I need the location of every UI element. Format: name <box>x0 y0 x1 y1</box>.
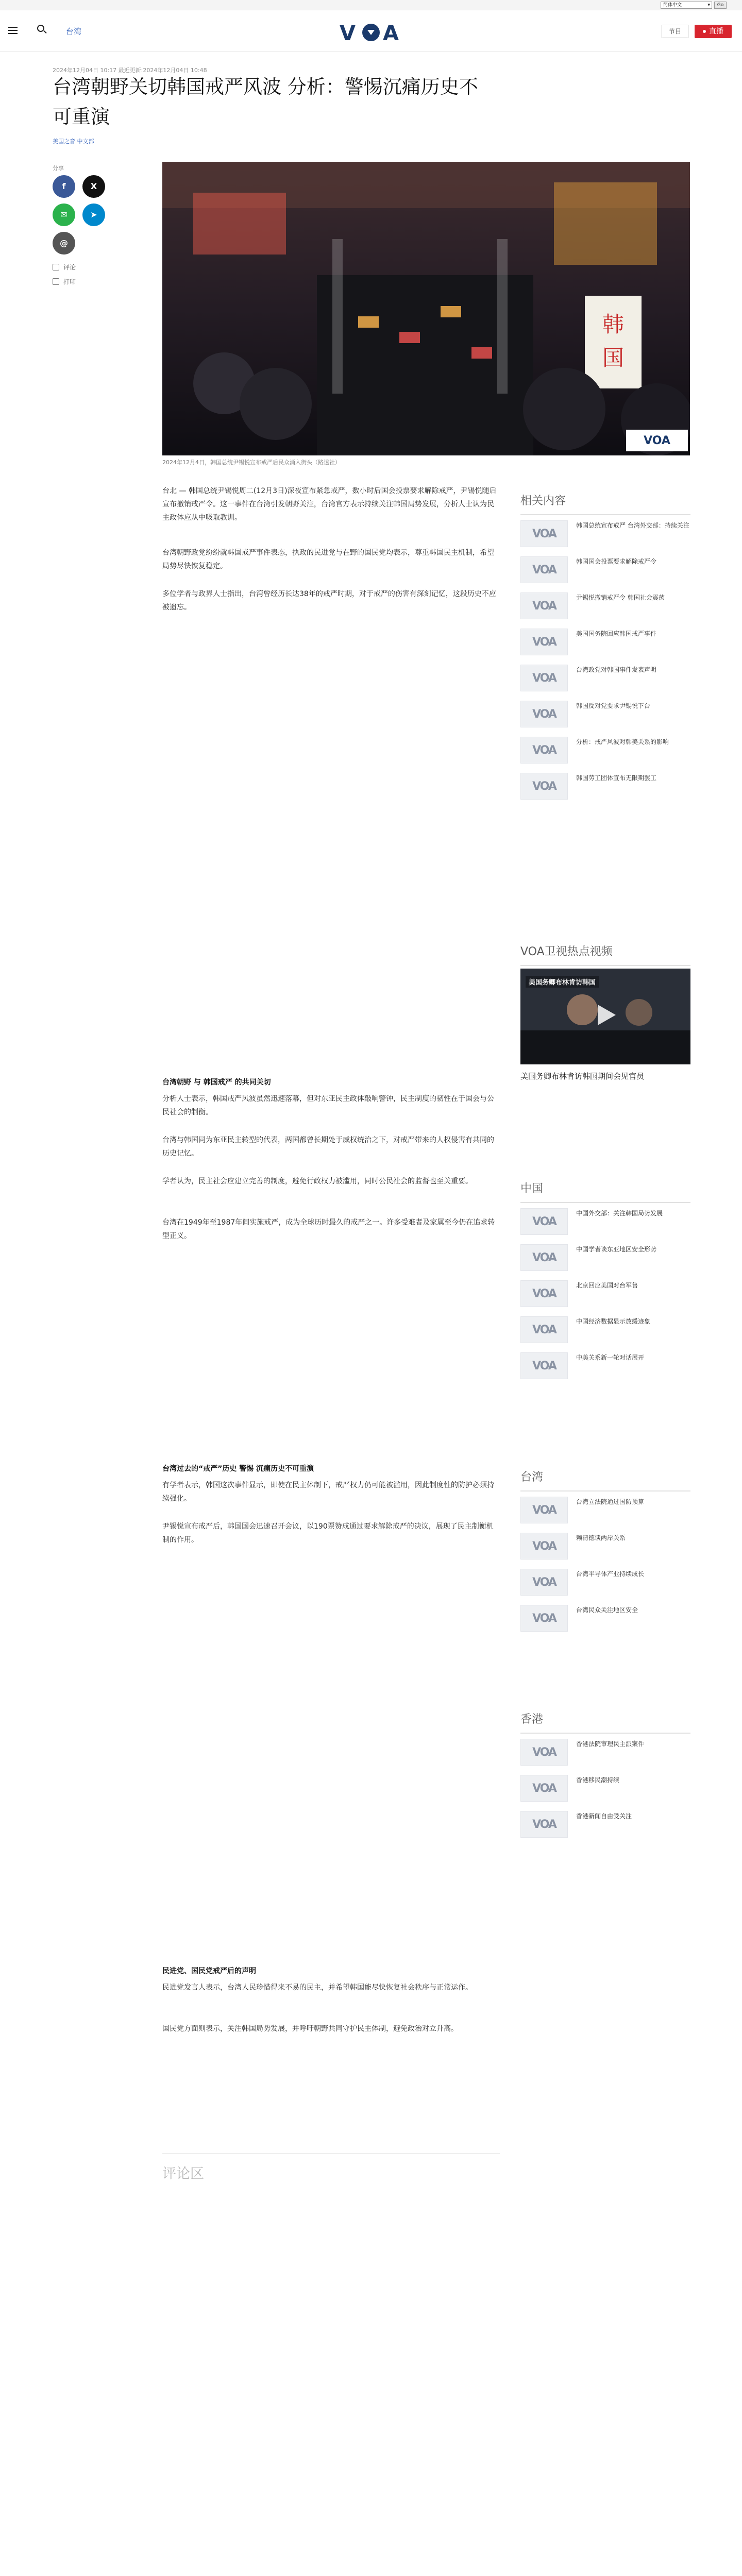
article-author[interactable]: 美国之音 中文部 <box>53 138 94 145</box>
thumbnail-icon: VOA <box>520 701 568 727</box>
video-section-title: VOA卫视热点视频 <box>520 943 690 966</box>
x-icon[interactable]: X <box>82 175 105 198</box>
sub-paragraph-8: 国民党方面则表示，关注韩国局势发展，并呼吁朝野共同守护民主体制，避免政治对立升高。 <box>162 2025 458 2033</box>
related-item[interactable]: VOA 尹锡悦撤销戒严令 韩国社会震荡 <box>520 592 690 622</box>
thumbnail-icon: VOA <box>520 556 568 583</box>
hk-item[interactable]: VOA 香港法院审理民主派案件 <box>520 1739 690 1769</box>
related-item[interactable]: VOA 韩国总统宣布戒严 台湾外交部：持续关注 <box>520 520 690 550</box>
svg-text:V: V <box>340 22 356 45</box>
subhead-3: 民进党、国民党戒严后的声明 <box>162 1967 256 1975</box>
menu-icon[interactable] <box>8 27 18 34</box>
related-item[interactable]: VOA 韩国国会投票要求解除戒严令 <box>520 556 690 586</box>
paragraph-2: 台湾朝野政党纷纷就韩国戒严事件表态，执政的民进党与在野的国民党均表示，尊重韩国民主机制，希望局势尽快恢复稳定。 <box>162 549 494 570</box>
comment-icon <box>53 264 59 270</box>
china-item[interactable]: VOA 中国学者谈东亚地区安全形势 <box>520 1244 690 1274</box>
print-icon <box>53 278 59 285</box>
thumbnail-icon: VOA <box>520 592 568 619</box>
paragraph-1: 台北 — 韩国总统尹锡悦周二(12月3日)深夜宣布紧急戒严，数小时后国会投票要求解除戒严，尹锡悦随后宣布撤销戒严令。这一事件在台湾引发朝野关注，台湾官方表示持续关注韩国局势发展，分析人士认为民主政体应从中吸取教训。 <box>162 487 497 522</box>
print-link[interactable]: 打印 <box>53 277 76 286</box>
china-item[interactable]: VOA 北京回应美国对台军售 <box>520 1280 690 1310</box>
sub-paragraph-3: 学者认为，民主社会应建立完善的制度，避免行政权力被滥用，同时公民社会的监督也至关重要。 <box>162 1177 473 1185</box>
related-item[interactable]: VOA 韩国反对党要求尹锡悦下台 <box>520 701 690 731</box>
related-item[interactable]: VOA 分析：戒严风波对韩美关系的影响 <box>520 737 690 767</box>
related-item[interactable]: VOA 韩国劳工团体宣布无限期罢工 <box>520 773 690 803</box>
wechat-icon[interactable]: ✉ <box>53 204 75 226</box>
taiwan-item[interactable]: VOA 台湾半导体产业持续成长 <box>520 1569 690 1599</box>
thumbnail-icon: VOA <box>520 737 568 764</box>
sub-paragraph-4: 台湾在1949年至1987年间实施戒严，成为全球历时最久的戒严之一。许多受难者及家属至今仍在追求转型正义。 <box>162 1218 495 1240</box>
svg-text:VOA: VOA <box>644 434 670 447</box>
top-utility-bar <box>0 0 742 10</box>
video-overlay-text: 美国务卿布林肯访韩国 <box>526 976 599 988</box>
thumbnail-icon: VOA <box>520 773 568 800</box>
share-label: 分享 <box>53 165 64 172</box>
related-item[interactable]: VOA 美国国务院回应韩国戒严事件 <box>520 629 690 658</box>
hk-title[interactable]: 香港 <box>520 1710 690 1734</box>
section-link[interactable]: 台湾 <box>66 27 82 36</box>
thumbnail-icon: VOA <box>520 1569 568 1596</box>
paragraph-3: 多位学者与政界人士指出，台湾曾经历长达38年的戒严时期，对于戒严的伤害有深刻记忆，这段历史不应被遗忘。 <box>162 590 496 612</box>
svg-text:A: A <box>383 22 399 45</box>
taiwan-item[interactable]: VOA 赖清德谈两岸关系 <box>520 1533 690 1563</box>
language-select[interactable]: 简体中文 ▾ <box>661 2 712 9</box>
tv-tab[interactable]: 节目 <box>662 25 688 38</box>
related-title: 相关内容 <box>520 492 690 515</box>
hk-item[interactable]: VOA 香港新闻自由受关注 <box>520 1811 690 1841</box>
video-player[interactable] <box>520 969 690 1064</box>
china-item[interactable]: VOA 中国外交部：关注韩国局势发展 <box>520 1208 690 1238</box>
hero-photo <box>162 162 690 455</box>
live-button[interactable]: 直播 <box>695 25 732 38</box>
thumbnail-icon: VOA <box>520 1605 568 1632</box>
language-go-button[interactable]: Go <box>714 2 727 9</box>
taiwan-item[interactable]: VOA 台湾立法院通过国防预算 <box>520 1497 690 1527</box>
search-icon[interactable] <box>37 25 44 32</box>
email-icon[interactable]: @ <box>53 232 75 255</box>
thumbnail-icon: VOA <box>520 1497 568 1523</box>
voa-logo[interactable] <box>338 20 404 45</box>
thumbnail-icon: VOA <box>520 1280 568 1307</box>
thumbnail-icon: VOA <box>520 629 568 655</box>
china-item[interactable]: VOA 中美关系新一轮对话展开 <box>520 1352 690 1382</box>
facebook-icon[interactable]: f <box>53 175 75 198</box>
comments-section[interactable]: 评论区 <box>162 2154 500 2183</box>
thumbnail-icon: VOA <box>520 1739 568 1766</box>
video-caption[interactable]: 美国务卿布林肯访韩国期间会见官员 <box>520 1072 645 1081</box>
sub-paragraph-1: 分析人士表示，韩国戒严风波虽然迅速落幕，但对东亚民主政体敲响警钟，民主制度的韧性在于国会与公民社会的制衡。 <box>162 1095 494 1116</box>
thumbnail-icon: VOA <box>520 1244 568 1271</box>
svg-text:韩: 韩 <box>602 312 625 337</box>
site-header <box>0 10 742 52</box>
thumbnail-icon: VOA <box>520 1352 568 1379</box>
china-item[interactable]: VOA 中国经济数据显示放缓迹象 <box>520 1316 690 1346</box>
thumbnail-icon: VOA <box>520 1811 568 1838</box>
sub-paragraph-2: 台湾与韩国同为东亚民主转型的代表，两国都曾长期处于威权统治之下，对戒严带来的人权侵害有共同的历史记忆。 <box>162 1136 494 1158</box>
street-scene-image <box>162 162 690 455</box>
svg-text:国: 国 <box>602 345 625 370</box>
hk-item[interactable]: VOA 香港移民潮持续 <box>520 1775 690 1805</box>
telegram-icon[interactable]: ➤ <box>82 204 105 226</box>
thumbnail-icon: VOA <box>520 1316 568 1343</box>
taiwan-title[interactable]: 台湾 <box>520 1468 690 1492</box>
taiwan-item[interactable]: VOA 台湾民众关注地区安全 <box>520 1605 690 1635</box>
thumbnail-icon: VOA <box>520 665 568 691</box>
sub-paragraph-6: 尹锡悦宣布戒严后，韩国国会迅速召开会议，以190票赞成通过要求解除戒严的决议，展现了民主制衡机制的作用。 <box>162 1522 494 1544</box>
sub-paragraph-7: 民进党发言人表示，台湾人民珍惜得来不易的民主，并希望韩国能尽快恢复社会秩序与正常运作。 <box>162 1984 473 1992</box>
comments-link[interactable]: 评论 <box>53 263 76 272</box>
subhead-2: 台湾过去的“戒严”历史 警惕 沉痛历史不可重演 <box>162 1465 314 1473</box>
thumbnail-icon: VOA <box>520 520 568 547</box>
sub-paragraph-5: 有学者表示，韩国这次事件显示，即使在民主体制下，戒严权力仍可能被滥用，因此制度性的防护必须持续强化。 <box>162 1481 494 1503</box>
thumbnail-icon: VOA <box>520 1208 568 1235</box>
thumbnail-icon: VOA <box>520 1775 568 1802</box>
article-title: 台湾朝野关切韩国戒严风波 分析：警惕沉痛历史不可重演 <box>53 76 478 128</box>
china-title[interactable]: 中国 <box>520 1180 690 1203</box>
related-item[interactable]: VOA 台湾政党对韩国事件发表声明 <box>520 665 690 694</box>
article-date: 2024年12月04日 10:17 最近更新:2024年12月04日 10:48 <box>53 67 207 74</box>
subhead-1: 台湾朝野 与 韩国戒严 的共同关切 <box>162 1078 271 1087</box>
thumbnail-icon: VOA <box>520 1533 568 1560</box>
photo-caption: 2024年12月4日，韩国总统尹锡悦宣布戒严后民众涌入街头（路透社） <box>162 459 341 466</box>
